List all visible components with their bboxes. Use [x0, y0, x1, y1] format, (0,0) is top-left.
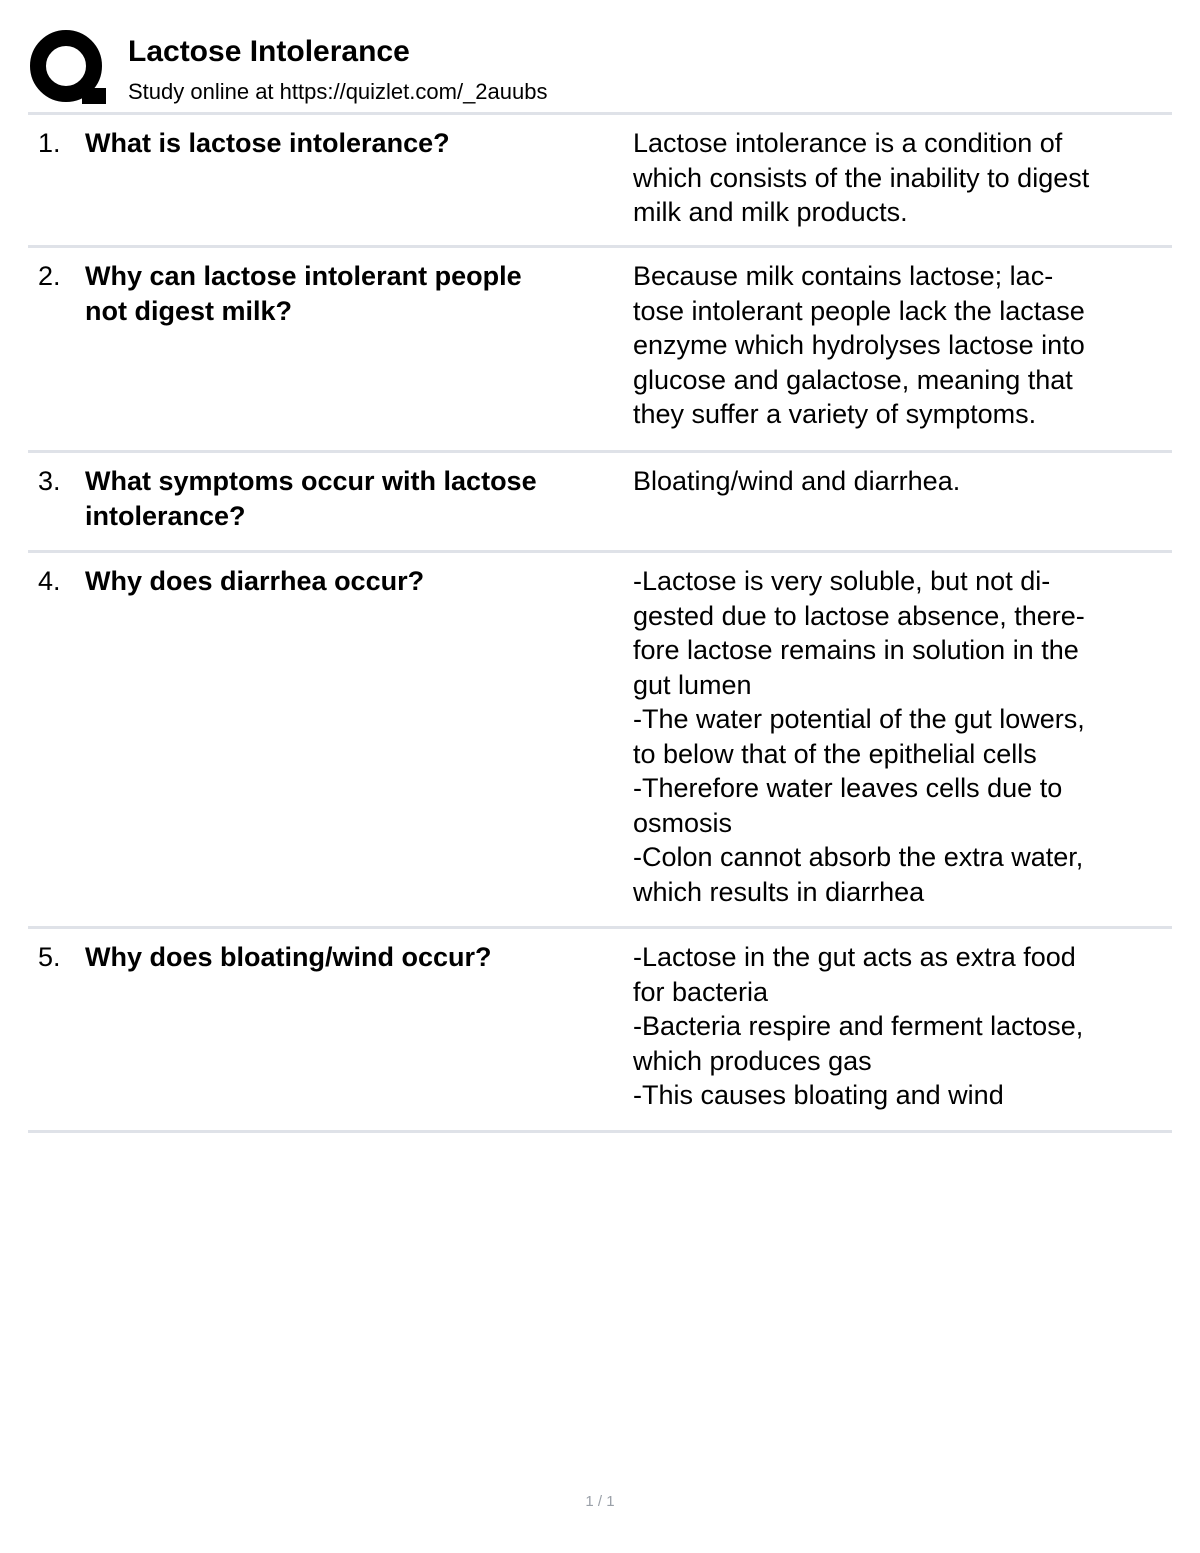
card-number: 1.: [38, 128, 61, 158]
card-number: 3.: [38, 466, 61, 496]
definition-line: milk and milk products.: [633, 197, 908, 227]
definition-line: -Lactose is very soluble, but not di-: [633, 566, 1051, 596]
card-definition: [633, 940, 1163, 1113]
definition-line: which results in diarrhea: [633, 876, 925, 907]
definition-line: gested due to lactose absence, there-: [633, 600, 1085, 631]
term-line: Why can lactose intolerant people: [85, 261, 522, 291]
card-number: 4.: [38, 566, 61, 596]
document-header: [30, 30, 1172, 112]
definition-line: which produces gas: [633, 1045, 872, 1076]
quizlet-logo-icon: [30, 30, 106, 106]
document-title: Lactose Intolerance: [128, 35, 410, 68]
definition-line: Bloating/wind and diarrhea.: [633, 466, 961, 496]
divider: [28, 112, 1172, 115]
divider: [28, 926, 1172, 929]
card-term: [85, 464, 620, 533]
card-definition: [633, 564, 1163, 909]
definition-line: -Therefore water leaves cells due to: [633, 773, 1063, 803]
definition-line: Because milk contains lactose; lac-: [633, 261, 1054, 291]
term-line: Why does bloating/wind occur?: [85, 942, 492, 972]
definition-line: tose intolerant people lack the lactase: [633, 295, 1085, 326]
divider: [28, 1130, 1172, 1133]
definition-line: gut lumen: [633, 669, 752, 700]
definition-line: -Colon cannot absorb the extra water,: [633, 842, 1084, 872]
study-online-link[interactable]: Study online at https://quizlet.com/_2auubs: [128, 79, 548, 104]
term-line: What is lactose intolerance?: [85, 128, 450, 158]
definition-line: -The water potential of the gut lowers,: [633, 704, 1085, 734]
definition-line: which consists of the inability to digest: [633, 162, 1090, 193]
term-line: intolerance?: [85, 500, 246, 531]
definition-line: -Lactose in the gut acts as extra food: [633, 942, 1076, 972]
term-line: What symptoms occur with lactose: [85, 466, 537, 496]
divider: [28, 450, 1172, 453]
definition-line: to below that of the epithelial cells: [633, 738, 1037, 769]
definition-line: -Bacteria respire and ferment lactose,: [633, 1011, 1084, 1041]
term-line: not digest milk?: [85, 295, 293, 326]
card-definition: [633, 464, 1163, 499]
card-term: [85, 259, 620, 328]
card-number: 2.: [38, 261, 61, 291]
card-term: [85, 126, 620, 161]
definition-line: for bacteria: [633, 976, 769, 1007]
term-line: Why does diarrhea occur?: [85, 566, 425, 596]
definition-line: glucose and galactose, meaning that: [633, 364, 1073, 395]
divider: [28, 245, 1172, 248]
definition-line: they suffer a variety of symptoms.: [633, 399, 1037, 429]
definition-line: fore lactose remains in solution in the: [633, 635, 1079, 665]
card-number: 5.: [38, 942, 61, 972]
definition-line: -This causes bloating and wind: [633, 1080, 1004, 1110]
definition-line: enzyme which hydrolyses lactose into: [633, 330, 1085, 360]
card-definition: [633, 126, 1163, 230]
card-definition: [633, 259, 1163, 432]
definition-line: Lactose intolerance is a condition of: [633, 128, 1063, 158]
card-term: [85, 940, 620, 975]
card-term: [85, 564, 620, 599]
page-indicator: 1 / 1: [585, 1493, 615, 1510]
divider: [28, 550, 1172, 553]
definition-line: osmosis: [633, 807, 733, 838]
